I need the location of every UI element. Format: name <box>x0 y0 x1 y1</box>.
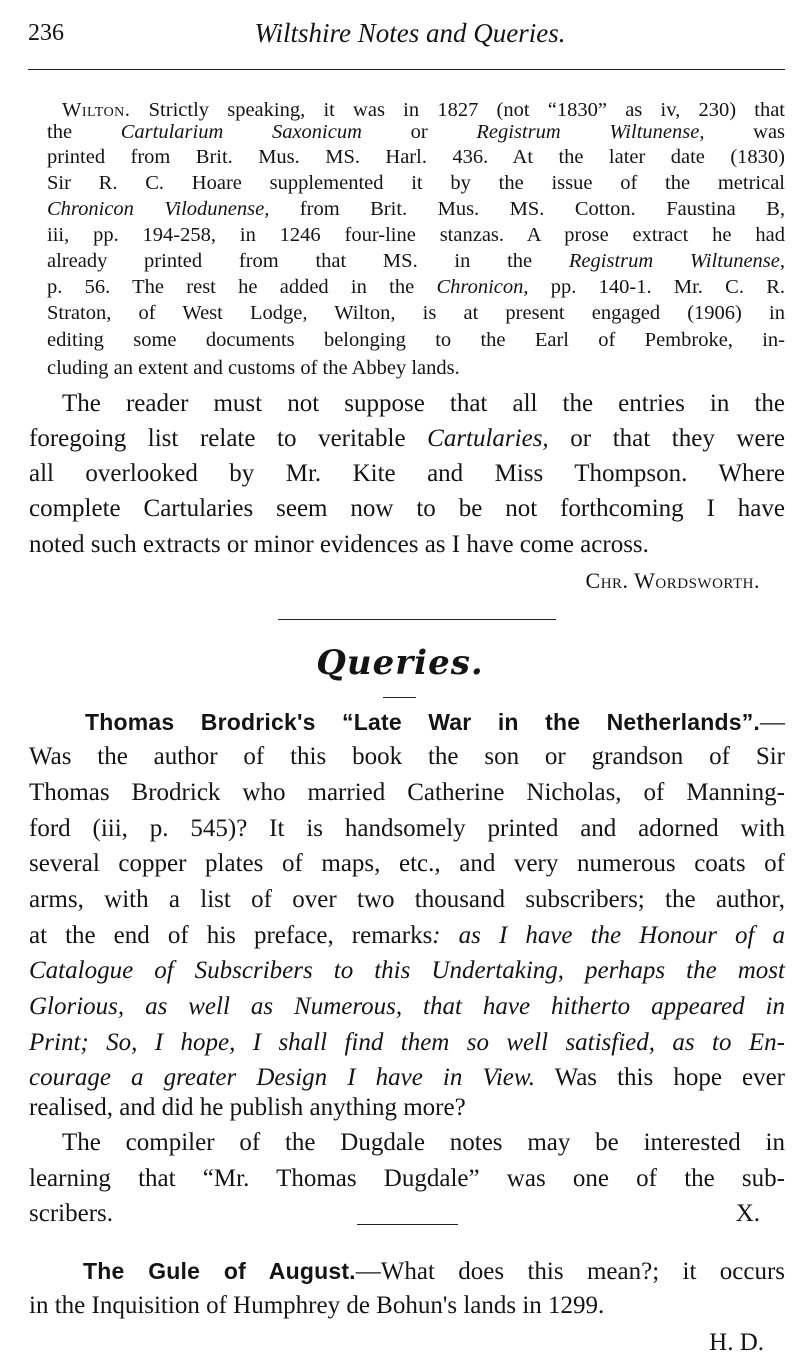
text-line <box>29 1028 785 1058</box>
text-line <box>62 98 785 122</box>
text-segment: Was the author of this book the son or grandson of Sir <box>29 743 785 770</box>
italic-text: courage a greater Design I have in View. <box>29 1064 535 1091</box>
text-line <box>47 328 785 352</box>
text-segment: several copper plates of maps, etc., and very numerous coats of <box>29 850 785 877</box>
italic-text: : as I have the Honour of a <box>432 922 786 949</box>
text-segment: at the end of his preface, remarks <box>29 922 433 949</box>
text-line <box>47 171 785 195</box>
text-line <box>29 742 785 772</box>
section-heading: Queries. <box>316 643 484 683</box>
text-segment: — <box>760 709 785 736</box>
signature: Chr. Wordsworth. <box>585 568 760 593</box>
text-line <box>29 849 785 879</box>
text-line <box>29 885 785 915</box>
text-segment: the <box>47 121 121 143</box>
text-segment: Was this hope ever <box>534 1064 786 1091</box>
heading-rule <box>383 697 416 698</box>
query-title-line <box>83 1256 785 1286</box>
italic-text: Print; So, I hope, I shall find them so well satisfied, as to En- <box>29 1029 785 1056</box>
text-line <box>47 275 785 299</box>
text-segment: was <box>704 121 786 143</box>
text-segment: pp. 140-1. Mr. C. R. <box>528 276 785 298</box>
text-line <box>29 1063 785 1093</box>
italic-text: Registrum Wiltunense, <box>568 250 786 272</box>
signature: X. <box>735 1200 760 1227</box>
query-title: Thomas Brodrick's “Late War in the Netherlands”. <box>85 709 760 735</box>
text-line <box>47 197 785 221</box>
page-number: 236 <box>28 20 64 46</box>
text-line <box>29 459 785 489</box>
text-segment: foregoing list relate to veritable <box>29 425 428 452</box>
text-line <box>29 921 785 951</box>
text-line <box>29 956 785 986</box>
italic-text: Chronicon, <box>436 276 529 298</box>
text-segment: Strictly speaking, it was in 1827 (not “1830” as iv, 230) that <box>130 99 785 121</box>
text-segment: realised, and did he publish anything more? <box>29 1094 466 1121</box>
italic-text: Glorious, as well as Numerous, that have hitherto appeared in <box>29 993 785 1020</box>
italic-text: Registrum Wiltunense, <box>476 121 705 143</box>
text-segment: iii, pp. 194-258, in 1246 four-line stanzas. A prose extract he had <box>47 224 785 246</box>
text-segment: all overlooked by Mr. Kite and Miss Thompson. Where <box>29 460 785 487</box>
text-segment: ford (iii, p. 545)? It is handsomely printed and adorned with <box>29 815 785 842</box>
text-line <box>62 1128 785 1158</box>
text-line <box>47 301 785 325</box>
text-line <box>29 530 785 560</box>
section-divider <box>278 619 556 620</box>
text-segment: cluding an extent and customs of the Abbey lands. <box>47 357 460 379</box>
text-line <box>29 814 785 844</box>
text-segment: —What does this mean?; it occurs <box>355 1258 785 1285</box>
text-segment: The compiler of the Dugdale notes may be interested in <box>62 1129 785 1156</box>
text-line <box>62 389 785 419</box>
text-segment: from Brit. Mus. MS. Cotton. Faustina B, <box>269 198 785 220</box>
text-line <box>29 1291 785 1321</box>
text-line <box>47 145 785 169</box>
text-segment: complete Cartularies seem now to be not forthcoming I have <box>29 495 785 522</box>
text-segment: printed from Brit. Mus. MS. Harl. 436. At the later date (1830) <box>47 146 785 168</box>
italic-text: Cartularium Saxonicum <box>120 121 362 143</box>
text-segment: arms, with a list of over two thousand subscribers; the author, <box>29 886 785 913</box>
text-line <box>29 778 785 808</box>
text-line <box>47 356 785 380</box>
signature: H. D. <box>709 1329 764 1356</box>
text-line <box>29 424 785 454</box>
text-segment: editing some documents belonging to the Earl of Pembroke, in- <box>47 329 785 351</box>
text-line <box>29 1093 785 1123</box>
header-rule <box>28 69 785 70</box>
italic-text: Cartularies, <box>427 425 549 452</box>
running-title: Wiltshire Notes and Queries. <box>254 18 566 48</box>
italic-text: Catalogue of Subscribers to this Undertaking, perhaps the most <box>29 957 785 984</box>
italic-text: Chronicon Vilodunense, <box>47 198 270 220</box>
text-line <box>29 992 785 1022</box>
text-segment: Thomas Brodrick who married Catherine Nicholas, of Manning- <box>29 779 785 806</box>
text-line <box>47 249 785 273</box>
query-title: The Gule of August. <box>83 1258 356 1284</box>
text-segment: p. 56. The rest he added in the <box>47 276 437 298</box>
text-segment: Straton, of West Lodge, Wilton, is at present engaged (1906) in <box>47 302 785 324</box>
text-segment: already printed from that MS. in the <box>47 250 569 272</box>
text-segment: learning that “Mr. Thomas Dugdale” was one of the sub- <box>29 1165 785 1192</box>
text-line <box>29 494 785 524</box>
text-segment: noted such extracts or minor evidences as I have come across. <box>29 531 649 558</box>
query-divider <box>357 1224 458 1225</box>
text-segment: in the Inquisition of Humphrey de Bohun's lands in 1299. <box>29 1292 605 1319</box>
text-line <box>47 223 785 247</box>
text-line <box>29 1164 785 1194</box>
text-segment: The reader must not suppose that all the entries in the <box>62 390 785 417</box>
text-segment: or that they were <box>548 425 785 452</box>
small-caps-heading: Wilton. <box>62 99 131 121</box>
text-segment: or <box>361 121 477 143</box>
text-segment: Sir R. C. Hoare supplemented it by the issue of the metrical <box>47 172 785 194</box>
query-title-line <box>85 707 785 737</box>
text-segment: scribers. <box>29 1200 113 1227</box>
text-line <box>47 120 785 144</box>
